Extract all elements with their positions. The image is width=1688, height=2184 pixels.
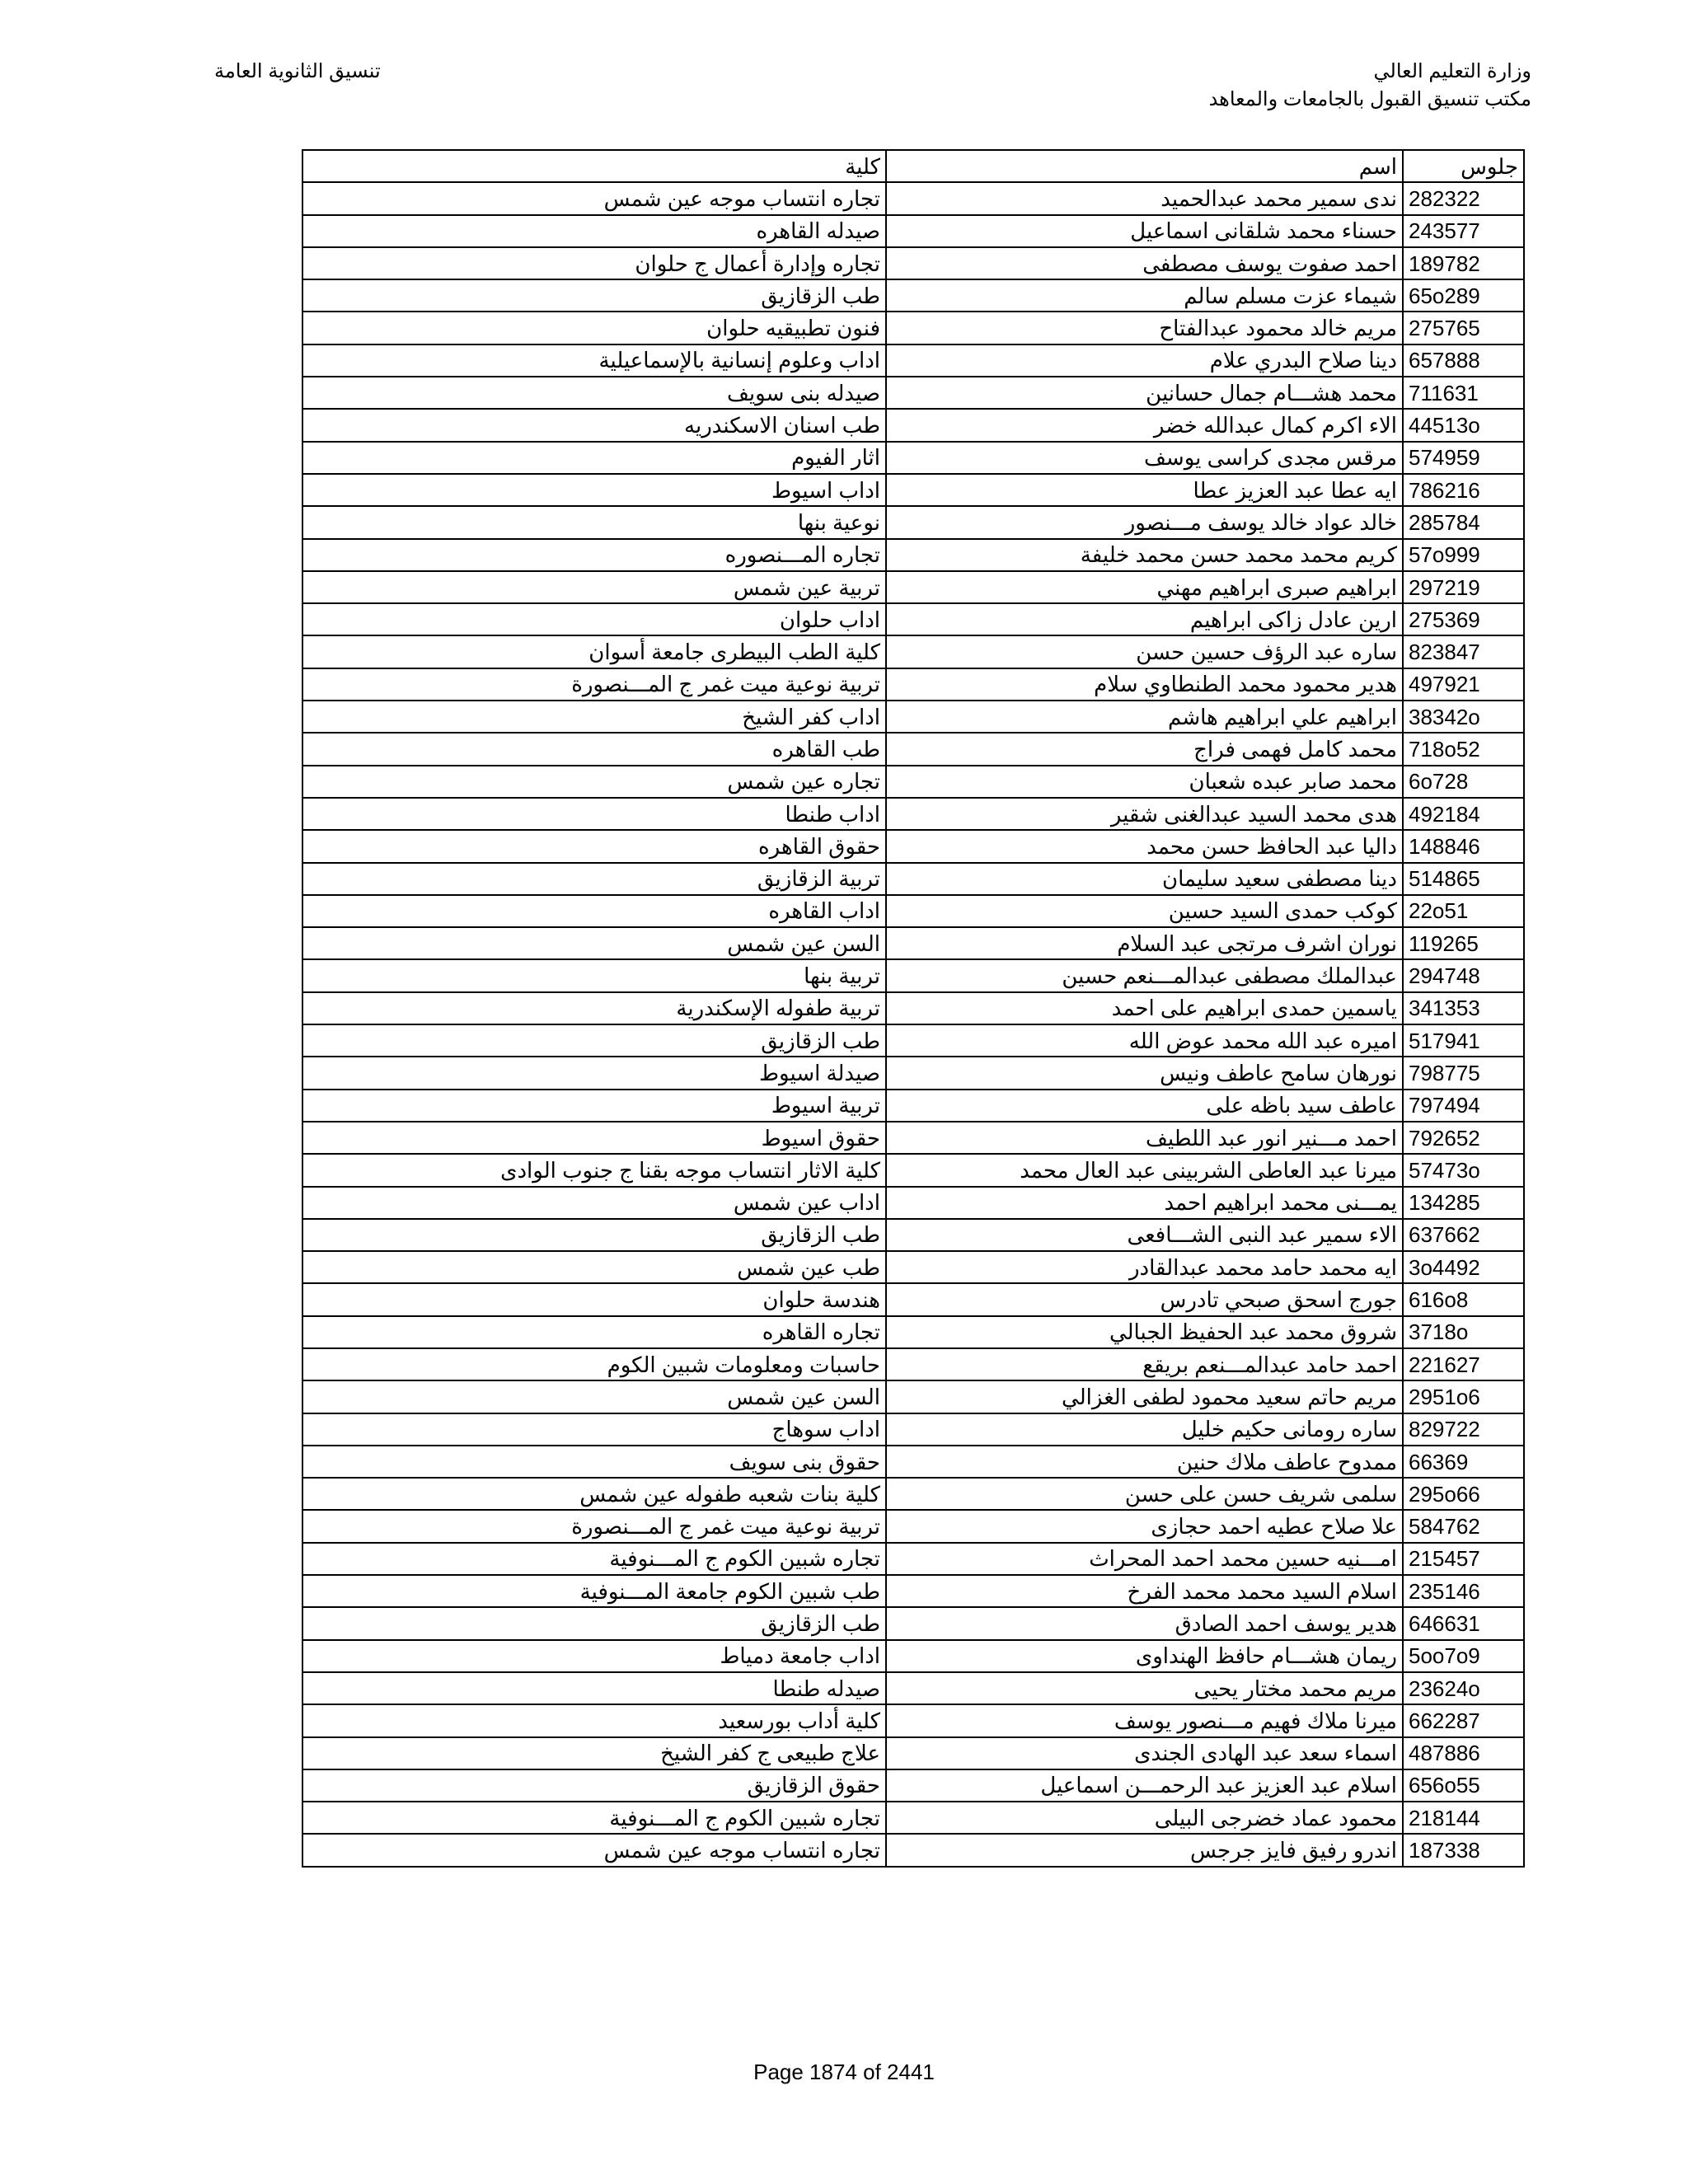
student-name-cell: مرقس مجدى كراسى يوسف: [886, 442, 1403, 474]
faculty-cell: حقوق بنى سويف: [302, 1446, 886, 1478]
faculty-cell: كلية بنات شعبه طفوله عين شمس: [302, 1478, 886, 1510]
table-row: [302, 863, 1524, 895]
table-row: [302, 1607, 1524, 1639]
student-name-cell: مريم محمد مختار يحيى: [886, 1672, 1403, 1704]
student-name-cell: نوران اشرف مرتجى عبد السلام: [886, 927, 1403, 959]
seat-number-cell: 3o4492: [1403, 1251, 1524, 1283]
student-name-cell: اسلام السيد محمد محمد الفرخ: [886, 1575, 1403, 1607]
student-name-cell: دينا صلاح البدري علام: [886, 344, 1403, 377]
seat-number-cell: 221627: [1403, 1348, 1524, 1380]
seat-number-cell: 657888: [1403, 344, 1524, 377]
table-row: [302, 668, 1524, 701]
student-name-cell: عبدالملك مصطفى عبدالمـــنعم حسين: [886, 959, 1403, 991]
student-name-cell: محمود عماد خضرجى البيلى: [886, 1802, 1403, 1834]
results-table: [302, 149, 1525, 1868]
faculty-cell: تجاره القاهره: [302, 1316, 886, 1348]
table-row: [302, 1316, 1524, 1348]
seat-number-cell: 285784: [1403, 506, 1524, 538]
seat-number-cell: 797494: [1403, 1090, 1524, 1122]
seat-number-cell: 829722: [1403, 1413, 1524, 1446]
seat-number-cell: 616o8: [1403, 1283, 1524, 1315]
seat-number-cell: 57o999: [1403, 539, 1524, 571]
seat-number-cell: 718o52: [1403, 733, 1524, 765]
faculty-cell: تربية اسيوط: [302, 1090, 886, 1122]
seat-number-cell: 584762: [1403, 1510, 1524, 1542]
table-row: [302, 1640, 1524, 1672]
table-row: [302, 895, 1524, 927]
table-row: [302, 603, 1524, 635]
coordination-title: تنسيق الثانوية العامة: [214, 60, 381, 82]
seat-number-cell: 134285: [1403, 1187, 1524, 1219]
faculty-cell: صيدله القاهره: [302, 215, 886, 247]
student-name-cell: ساره عبد الرؤف حسين حسن: [886, 635, 1403, 668]
table-row: [302, 182, 1524, 214]
student-name-cell: محمد صابر عبده شعبان: [886, 766, 1403, 798]
table-row: [302, 635, 1524, 668]
student-name-cell: ابراهيم صبرى ابراهيم مهني: [886, 571, 1403, 603]
student-name-cell: ريمان هشـــام حافظ الهنداوى: [886, 1640, 1403, 1672]
faculty-cell: صيدله طنطا: [302, 1672, 886, 1704]
seat-number-cell: 22o51: [1403, 895, 1524, 927]
faculty-cell: طب الزقازيق: [302, 279, 886, 312]
student-name-cell: مريم خالد محمود عبدالفتاح: [886, 312, 1403, 344]
student-name-cell: امـــنيه حسين محمد احمد المحراث: [886, 1543, 1403, 1575]
table-row: [302, 733, 1524, 765]
student-name-cell: محمد كامل فهمى فراج: [886, 733, 1403, 765]
table-row: [302, 766, 1524, 798]
student-name-cell: ممدوح عاطف ملاك حنين: [886, 1446, 1403, 1478]
table-row: [302, 1672, 1524, 1704]
student-name-cell: ايه محمد حامد محمد عبدالقادر: [886, 1251, 1403, 1283]
student-name-cell: الاء سمير عبد النبى الشـــافعى: [886, 1219, 1403, 1251]
faculty-cell: حقوق الزقازيق: [302, 1769, 886, 1802]
faculty-cell: اداب طنطا: [302, 798, 886, 830]
seat-number-cell: 23624o: [1403, 1672, 1524, 1704]
student-name-cell: مريم حاتم سعيد محمود لطفى الغزالي: [886, 1380, 1403, 1413]
table-row: [302, 1769, 1524, 1802]
seat-number-cell: 637662: [1403, 1219, 1524, 1251]
seat-number-cell: 57473o: [1403, 1154, 1524, 1186]
table-row: [302, 1510, 1524, 1542]
faculty-cell: تربية بنها: [302, 959, 886, 991]
seat-number-cell: 487886: [1403, 1737, 1524, 1769]
office-title: مكتب تنسيق القبول بالجامعات والمعاهد: [1208, 88, 1531, 110]
student-name-cell: احمد مـــنير انور عبد اللطيف: [886, 1122, 1403, 1154]
student-name-cell: حسناء محمد شلقانى اسماعيل: [886, 215, 1403, 247]
faculty-cell: تجاره عين شمس: [302, 766, 886, 798]
student-name-cell: يمـــنى محمد ابراهيم احمد: [886, 1187, 1403, 1219]
seat-number-cell: 3718o: [1403, 1316, 1524, 1348]
faculty-cell: السن عين شمس: [302, 927, 886, 959]
faculty-cell: اداب القاهره: [302, 895, 886, 927]
seat-number-cell: 6o728: [1403, 766, 1524, 798]
table-row: [302, 1348, 1524, 1380]
table-row: [302, 1543, 1524, 1575]
faculty-cell: نوعية بنها: [302, 506, 886, 538]
seat-number-cell: 275765: [1403, 312, 1524, 344]
seat-number-cell: 514865: [1403, 863, 1524, 895]
faculty-cell: السن عين شمس: [302, 1380, 886, 1413]
seat-number-cell: 341353: [1403, 992, 1524, 1024]
faculty-cell: كلية الطب البيطرى جامعة أسوان: [302, 635, 886, 668]
table-row: [302, 344, 1524, 377]
table-row: [302, 1478, 1524, 1510]
faculty-cell: تجاره انتساب موجه عين شمس: [302, 1834, 886, 1866]
faculty-cell: طب الزقازيق: [302, 1607, 886, 1639]
student-name-cell: كريم محمد محمد حسن محمد خليفة: [886, 539, 1403, 571]
student-name-cell: هدير محمود محمد الطنطاوي سلام: [886, 668, 1403, 701]
page-number: Page 1874 of 2441: [753, 2060, 935, 2084]
student-name-cell: علا صلاح عطيه احمد حجازى: [886, 1510, 1403, 1542]
seat-number-cell: 189782: [1403, 247, 1524, 279]
table-row: [302, 992, 1524, 1024]
table-row: [302, 1122, 1524, 1154]
student-name-cell: شروق محمد عبد الحفيظ الجبالي: [886, 1316, 1403, 1348]
table-row: [302, 927, 1524, 959]
seat-number-cell: 44513o: [1403, 409, 1524, 441]
faculty-cell: تجاره شبين الكوم ج المـــنوفية: [302, 1802, 886, 1834]
student-name-cell: اسلام عبد العزيز عبد الرحمـــن اسماعيل: [886, 1769, 1403, 1802]
student-name-cell: ارين عادل زاكى ابراهيم: [886, 603, 1403, 635]
table-header-row: [302, 150, 1524, 182]
seat-number-cell: 656o55: [1403, 1769, 1524, 1802]
faculty-cell: تجاره شبين الكوم ج المـــنوفية: [302, 1543, 886, 1575]
student-name-cell: ميرنا عبد العاطى الشربينى عبد العال محمد: [886, 1154, 1403, 1186]
faculty-cell: اداب اسيوط: [302, 474, 886, 506]
seat-number-cell: 792652: [1403, 1122, 1524, 1154]
table-row: [302, 1251, 1524, 1283]
table-row: [302, 1446, 1524, 1478]
faculty-cell: حاسبات ومعلومات شبين الكوم: [302, 1348, 886, 1380]
table-row: [302, 1737, 1524, 1769]
student-name-cell: احمد صفوت يوسف مصطفى: [886, 247, 1403, 279]
table-row: [302, 442, 1524, 474]
seat-number-cell: 798775: [1403, 1057, 1524, 1089]
faculty-cell: تربية طفوله الإسكندرية: [302, 992, 886, 1024]
faculty-cell: حقوق اسيوط: [302, 1122, 886, 1154]
table-row: [302, 1575, 1524, 1607]
page-header-right: [1209, 58, 1531, 114]
student-name-cell: جورج اسحق صبحي تادرس: [886, 1283, 1403, 1315]
faculty-cell: طب القاهره: [302, 733, 886, 765]
seat-number-cell: 492184: [1403, 798, 1524, 830]
seat-number-cell: 294748: [1403, 959, 1524, 991]
faculty-cell: طب الزقازيق: [302, 1024, 886, 1057]
faculty-cell: طب عين شمس: [302, 1251, 886, 1283]
table-row: [302, 798, 1524, 830]
student-name-cell: اندرو رفيق فايز جرجس: [886, 1834, 1403, 1866]
seat-number-cell: 282322: [1403, 182, 1524, 214]
seat-number-cell: 275369: [1403, 603, 1524, 635]
faculty-cell: طب اسنان الاسكندريه: [302, 409, 886, 441]
table-row: [302, 1219, 1524, 1251]
student-name-cell: احمد حامد عبدالمـــنعم بريقع: [886, 1348, 1403, 1380]
faculty-cell: اداب سوهاج: [302, 1413, 886, 1446]
student-name-cell: خالد عواد خالد يوسف مـــنصور: [886, 506, 1403, 538]
faculty-cell: كلية الاثار انتساب موجه بقنا ج جنوب الوادى: [302, 1154, 886, 1186]
faculty-cell: اداب جامعة دمياط: [302, 1640, 886, 1672]
table-row: [302, 1187, 1524, 1219]
faculty-cell: تربية الزقازيق: [302, 863, 886, 895]
table-row: [302, 1090, 1524, 1122]
table-row: [302, 701, 1524, 733]
student-name-cell: محمد هشـــام جمال حسانين: [886, 377, 1403, 409]
ministry-title: وزارة التعليم العالي: [1373, 60, 1531, 82]
faculty-cell: طب الزقازيق: [302, 1219, 886, 1251]
faculty-cell: تربية نوعية ميت غمر ج المـــنصورة: [302, 668, 886, 701]
table-row: [302, 474, 1524, 506]
student-name-cell: عاطف سيد باظه على: [886, 1090, 1403, 1122]
faculty-cell: تجاره انتساب موجه عين شمس: [302, 182, 886, 214]
seat-number-cell: 215457: [1403, 1543, 1524, 1575]
table-row: [302, 959, 1524, 991]
seat-number-cell: 243577: [1403, 215, 1524, 247]
student-name-cell: ايه عطا عبد العزيز عطا: [886, 474, 1403, 506]
faculty-cell: حقوق القاهره: [302, 830, 886, 862]
faculty-column-header: كلية: [302, 150, 886, 182]
seat-number-cell: 517941: [1403, 1024, 1524, 1057]
table-row: [302, 1834, 1524, 1866]
student-name-cell: ساره رومانى حكيم خليل: [886, 1413, 1403, 1446]
seat-number-cell: 786216: [1403, 474, 1524, 506]
faculty-cell: اداب حلوان: [302, 603, 886, 635]
seat-number-cell: 66369: [1403, 1446, 1524, 1478]
student-name-cell: سلمى شريف حسن على حسن: [886, 1478, 1403, 1510]
seat-number-cell: 711631: [1403, 377, 1524, 409]
student-name-cell: اسماء سعد عبد الهادى الجندى: [886, 1737, 1403, 1769]
student-name-cell: ياسمين حمدى ابراهيم على احمد: [886, 992, 1403, 1024]
student-name-cell: ميرنا ملاك فهيم مـــنصور يوسف: [886, 1704, 1403, 1736]
student-name-cell: داليا عبد الحافظ حسن محمد: [886, 830, 1403, 862]
table-row: [302, 1283, 1524, 1315]
faculty-cell: تجاره وإدارة أعمال ج حلوان: [302, 247, 886, 279]
table-row: [302, 247, 1524, 279]
faculty-cell: اداب كفر الشيخ: [302, 701, 886, 733]
student-name-cell: اميره عبد الله محمد عوض الله: [886, 1024, 1403, 1057]
table-row: [302, 571, 1524, 603]
student-name-cell: هدير يوسف احمد الصادق: [886, 1607, 1403, 1639]
student-name-cell: شيماء عزت مسلم سالم: [886, 279, 1403, 312]
faculty-cell: فنون تطبيقيه حلوان: [302, 312, 886, 344]
faculty-cell: تربية نوعية ميت غمر ج المـــنصورة: [302, 1510, 886, 1542]
table-row: [302, 377, 1524, 409]
seat-number-cell: 235146: [1403, 1575, 1524, 1607]
table-row: [302, 312, 1524, 344]
name-column-header: اسم: [886, 150, 1403, 182]
student-name-cell: نورهان سامح عاطف ونيس: [886, 1057, 1403, 1089]
seat-number-cell: 65o289: [1403, 279, 1524, 312]
seat-number-cell: 497921: [1403, 668, 1524, 701]
faculty-cell: تجاره المـــنصوره: [302, 539, 886, 571]
table-row: [302, 539, 1524, 571]
faculty-cell: اداب عين شمس: [302, 1187, 886, 1219]
student-name-cell: ندى سمير محمد عبدالحميد: [886, 182, 1403, 214]
student-name-cell: كوكب حمدى السيد حسين: [886, 895, 1403, 927]
table-row: [302, 1704, 1524, 1736]
faculty-cell: اداب وعلوم إنسانية بالإسماعيلية: [302, 344, 886, 377]
faculty-cell: صيدلة اسيوط: [302, 1057, 886, 1089]
seat-number-cell: 823847: [1403, 635, 1524, 668]
table-row: [302, 279, 1524, 312]
table-row: [302, 215, 1524, 247]
seat-number-cell: 187338: [1403, 1834, 1524, 1866]
student-name-cell: ابراهيم علي ابراهيم هاشم: [886, 701, 1403, 733]
table-row: [302, 506, 1524, 538]
table-row: [302, 409, 1524, 441]
table-row: [302, 1154, 1524, 1186]
seat-number-cell: 218144: [1403, 1802, 1524, 1834]
faculty-cell: اثار الفيوم: [302, 442, 886, 474]
faculty-cell: علاج طبيعى ج كفر الشيخ: [302, 1737, 886, 1769]
faculty-cell: كلية أداب بورسعيد: [302, 1704, 886, 1736]
seat-number-cell: 119265: [1403, 927, 1524, 959]
faculty-cell: هندسة حلوان: [302, 1283, 886, 1315]
seat-number-cell: 574959: [1403, 442, 1524, 474]
student-name-cell: دينا مصطفى سعيد سليمان: [886, 863, 1403, 895]
table-row: [302, 1413, 1524, 1446]
faculty-cell: تربية عين شمس: [302, 571, 886, 603]
table-row: [302, 1380, 1524, 1413]
seat-number-cell: 38342o: [1403, 701, 1524, 733]
student-name-cell: الاء اكرم كمال عبدالله خضر: [886, 409, 1403, 441]
table-row: [302, 1802, 1524, 1834]
seat-number-cell: 5oo7o9: [1403, 1640, 1524, 1672]
seat-column-header: جلوس: [1403, 150, 1524, 182]
table-row: [302, 1057, 1524, 1089]
table-row: [302, 1024, 1524, 1057]
table-row: [302, 830, 1524, 862]
seat-number-cell: 646631: [1403, 1607, 1524, 1639]
seat-number-cell: 295o66: [1403, 1478, 1524, 1510]
faculty-cell: طب شبين الكوم جامعة المـــنوفية: [302, 1575, 886, 1607]
faculty-cell: صيدله بنى سويف: [302, 377, 886, 409]
student-name-cell: هدى محمد السيد عبدالغنى شقير: [886, 798, 1403, 830]
seat-number-cell: 662287: [1403, 1704, 1524, 1736]
seat-number-cell: 2951o6: [1403, 1380, 1524, 1413]
seat-number-cell: 297219: [1403, 571, 1524, 603]
seat-number-cell: 148846: [1403, 830, 1524, 862]
